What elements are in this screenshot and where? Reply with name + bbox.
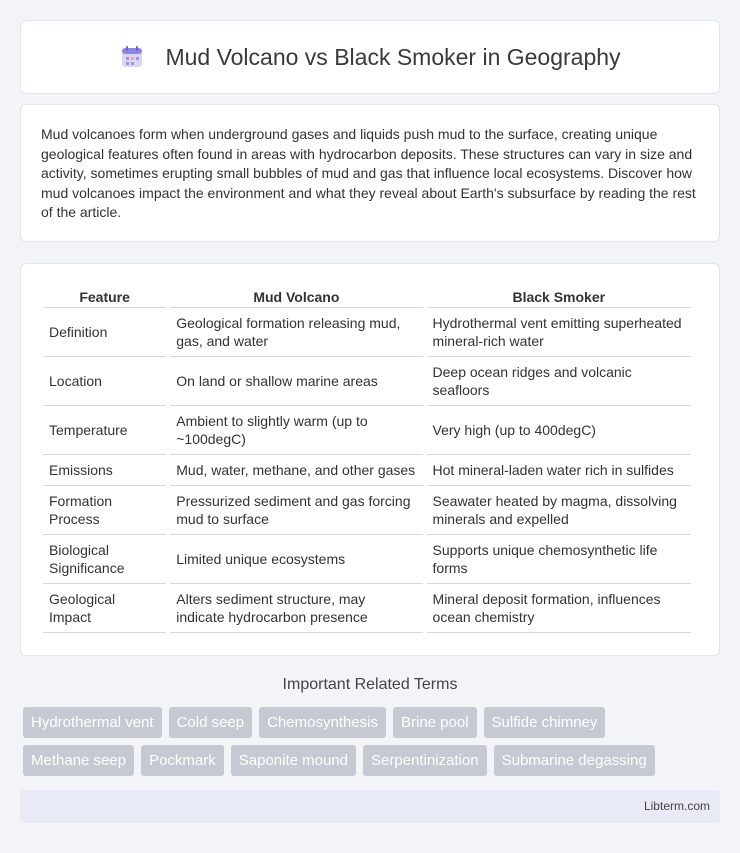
mud-volcano-cell: Geological formation releasing mud, gas, and water [170,308,422,357]
mud-volcano-cell: Ambient to slightly warm (up to ~100degC) [170,406,422,455]
table-header-row [43,284,691,308]
mud-volcano-cell: Mud, water, methane, and other gases [170,455,422,486]
tag-pockmark[interactable]: Pockmark [141,745,224,776]
tag-serpentinization[interactable]: Serpentinization [363,745,487,776]
tag-methane-seep[interactable]: Methane seep [23,745,134,776]
footer-brand-link[interactable]: Libterm.com [643,799,710,813]
title-card [20,20,720,94]
calendar-icon [119,44,145,70]
feature-cell: Formation Process [43,486,166,535]
intro-text: Mud volcanoes form when underground gases and liquids push mud to the surface, creating unique geological features often found in areas with hydrocarbon deposits. These structures can vary in size and activity, sometimes erupting small bubbles of mud and gas that influence local ecosystems. Discover how mud volcanoes impact the environment and what they reveal about Earth's subsurface by reading the rest of the article. [41,126,696,221]
black-smoker-cell: Supports unique chemosynthetic life forms [427,535,691,584]
tag-brine-pool[interactable]: Brine pool [393,707,477,738]
footer [20,790,720,823]
mud-volcano-cell: Pressurized sediment and gas forcing mud to surface [170,486,422,535]
feature-cell: Biological Significance [43,535,166,584]
page-title: Mud Volcano vs Black Smoker in Geography [165,43,621,70]
table-row [43,357,691,406]
black-smoker-cell: Mineral deposit formation, influences ocean chemistry [427,584,691,633]
tag-saponite-mound[interactable]: Saponite mound [231,745,356,776]
table-row [43,308,691,357]
header-feature: Feature [43,284,166,308]
mud-volcano-cell: On land or shallow marine areas [170,357,422,406]
feature-cell: Emissions [43,455,166,486]
black-smoker-cell: Deep ocean ridges and volcanic seafloors [427,357,691,406]
mud-volcano-cell: Alters sediment structure, may indicate hydrocarbon presence [170,584,422,633]
black-smoker-cell: Seawater heated by magma, dissolving minerals and expelled [427,486,691,535]
black-smoker-cell: Hot mineral-laden water rich in sulfides [427,455,691,486]
table-row [43,535,691,584]
tag-sulfide-chimney[interactable]: Sulfide chimney [484,707,606,738]
feature-cell: Geological Impact [43,584,166,633]
related-terms-list [23,707,703,776]
table-row [43,486,691,535]
black-smoker-cell: Hydrothermal vent emitting superheated mineral-rich water [427,308,691,357]
header-mud-volcano: Mud Volcano [170,284,422,308]
tag-chemosynthesis[interactable]: Chemosynthesis [259,707,386,738]
intro-card [20,104,720,242]
feature-cell: Location [43,357,166,406]
tag-cold-seep[interactable]: Cold seep [169,707,253,738]
table-row [43,455,691,486]
tag-submarine-degassing[interactable]: Submarine degassing [494,745,655,776]
comparison-card [20,263,720,656]
header-black-smoker: Black Smoker [427,284,691,308]
table-row [43,406,691,455]
feature-cell: Temperature [43,406,166,455]
black-smoker-cell: Very high (up to 400degC) [427,406,691,455]
table-row [43,584,691,633]
tag-hydrothermal-vent[interactable]: Hydrothermal vent [23,707,162,738]
comparison-table [39,284,695,633]
related-terms-title: Important Related Terms [282,676,458,693]
mud-volcano-cell: Limited unique ecosystems [170,535,422,584]
feature-cell: Definition [43,308,166,357]
